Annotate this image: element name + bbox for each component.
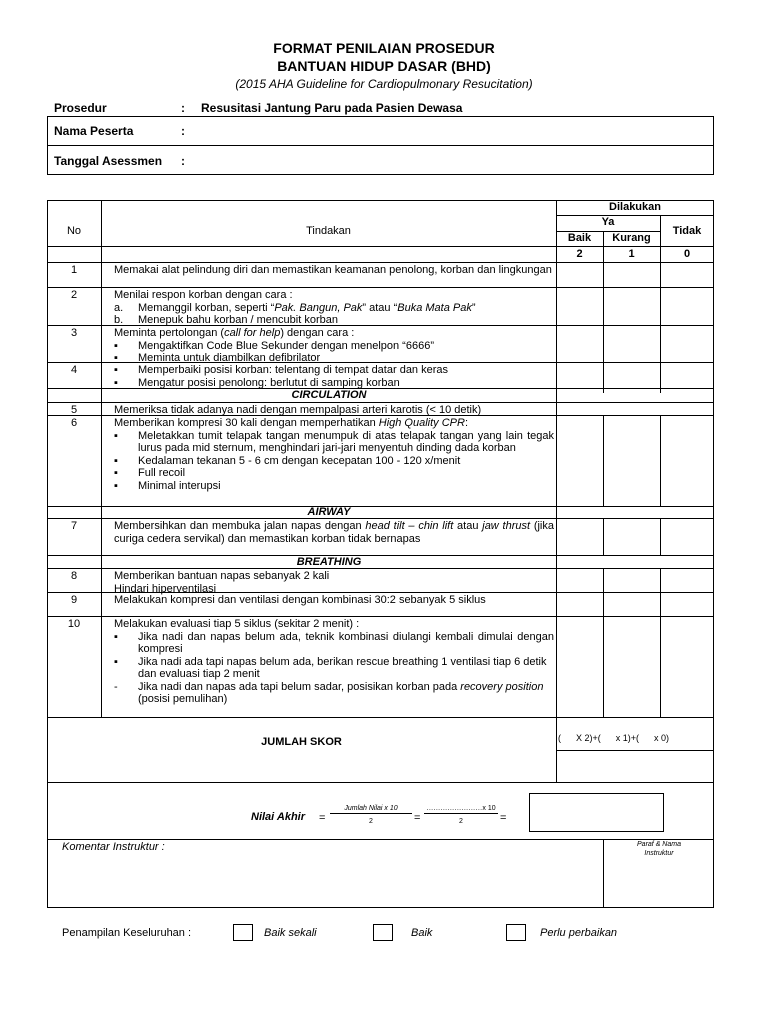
equals-3: = xyxy=(500,812,507,824)
tindakan-bullet: a. Memanggil korban, seperti “Pak. Bangun, Pak” atau “Buka Mata Pak” xyxy=(114,301,476,314)
tindakan-bullet: ▪ Mengatur posisi penolong: berlutut di samping korban xyxy=(114,376,400,389)
header-baik: Baik xyxy=(567,232,592,244)
tidak-cell[interactable] xyxy=(661,326,713,361)
tindakan-text: Memberikan kompresi 30 kali dengan memperhatikan High Quality CPR: xyxy=(114,417,469,429)
row-tindakan xyxy=(114,417,554,492)
tidak-cell[interactable] xyxy=(661,288,713,324)
row-number: 9 xyxy=(70,594,78,606)
row-tindakan xyxy=(114,570,554,595)
nama-peserta-label: Nama Peserta xyxy=(54,124,134,138)
form-title-line1: FORMAT PENILAIAN PROSEDUR xyxy=(273,40,495,56)
nama-peserta-colon: : xyxy=(181,124,185,138)
tindakan-text: Memberikan bantuan napas sebanyak 2 kali xyxy=(114,570,330,582)
prosedur-value: Resusitasi Jantung Paru pada Pasien Dewasa xyxy=(201,101,463,115)
row-tindakan xyxy=(114,594,554,607)
nilai-akhir-label: Nilai Akhir xyxy=(251,811,305,823)
nilai-akhir-box[interactable] xyxy=(529,793,664,832)
header-tindakan: Tindakan xyxy=(306,225,351,237)
tidak-cell[interactable] xyxy=(661,617,713,716)
section-breathing: BREATHING xyxy=(296,556,362,568)
tindakan-bullet: ▪ Full recoil xyxy=(114,467,186,479)
row-number: 1 xyxy=(70,264,78,276)
kurang-cell[interactable] xyxy=(604,288,659,324)
form-title-line2: BANTUAN HIDUP DASAR (BHD) xyxy=(277,58,491,74)
kurang-cell[interactable] xyxy=(604,403,659,414)
tindakan-bullet: ▪ Meletakkan tumit telapak tangan menumpuk di atas telapak tangan yang lain tegak lurus pada mid sternum, menghindari jari-jari menyentuh dinding dada korban xyxy=(114,429,554,454)
jumlah-skor-formula: ( X 2)+( x 1)+( x 0) xyxy=(558,733,670,743)
score-tidak: 0 xyxy=(683,248,691,260)
tidak-cell[interactable] xyxy=(661,519,713,554)
row-tindakan xyxy=(114,264,554,277)
tindakan-text: Melakukan kompresi dan ventilasi dengan kombinasi 30:2 sebanyak 5 siklus xyxy=(114,594,486,606)
section-circulation: CIRCULATION xyxy=(291,389,367,401)
fraction-numerator-2: ……………………x 10 xyxy=(424,805,498,814)
baik-sekali-checkbox[interactable] xyxy=(233,924,253,941)
tindakan-bullet: ▪ Mengaktifkan Code Blue Sekunder dengan menelpon “6666” xyxy=(114,339,434,352)
paraf-field[interactable] xyxy=(606,861,711,905)
tindakan-bullet: ▪ Jika nadi dan napas belum ada, teknik kombinasi diulangi kembali dimulai dengan kompresi xyxy=(114,630,554,655)
paraf-line2: Instruktur xyxy=(644,850,674,857)
header-ya: Ya xyxy=(601,216,615,228)
row-tindakan xyxy=(114,520,554,545)
tindakan-text: Membersihkan dan membuka jalan napas dengan head tilt – chin lift atau jaw thrust (jika curiga cedera servikal) dan memastikan korban tidak bernapas xyxy=(114,520,554,545)
row-tindakan xyxy=(114,404,554,417)
header-dilakukan: Dilakukan xyxy=(609,201,661,213)
tidak-cell[interactable] xyxy=(661,593,713,615)
jumlah-skor-total-field[interactable] xyxy=(558,752,712,780)
tidak-cell[interactable] xyxy=(661,569,713,591)
tindakan-bullet: ▪ Memperbaiki posisi korban: telentang di tempat datar dan keras xyxy=(114,364,449,376)
tindakan-text: Memakai alat pelindung diri dan memastikan keamanan penolong, korban dan lingkungan xyxy=(114,264,552,276)
row-number: 6 xyxy=(70,417,78,429)
header-no: No xyxy=(66,225,82,237)
baik-cell[interactable] xyxy=(557,519,602,554)
perlu-perbaikan-checkbox[interactable] xyxy=(506,924,526,941)
score-baik: 2 xyxy=(576,248,583,260)
baik-cell[interactable] xyxy=(557,288,602,324)
baik-cell[interactable] xyxy=(557,363,602,387)
perlu-perbaikan-label: Perlu perbaikan xyxy=(540,927,618,939)
row-tindakan xyxy=(114,327,554,365)
baik-checkbox[interactable] xyxy=(373,924,393,941)
komentar-label: Komentar Instruktur : xyxy=(62,841,165,853)
baik-label: Baik xyxy=(411,927,433,939)
tindakan-text: Meminta pertolongan (call for help) dengan cara : xyxy=(114,327,355,339)
baik-cell[interactable] xyxy=(557,569,602,591)
prosedur-label: Prosedur xyxy=(54,101,107,115)
jumlah-skor-label: JUMLAH SKOR xyxy=(261,736,342,748)
baik-sekali-label: Baik sekali xyxy=(264,927,317,939)
kurang-cell[interactable] xyxy=(604,326,659,361)
fraction-numerator-1: Jumlah Nilai x 10 xyxy=(330,805,412,814)
section-airway: AIRWAY xyxy=(307,506,351,518)
header-kurang: Kurang xyxy=(612,232,651,244)
tanggal-asessmen-label: Tanggal Asessmen xyxy=(54,154,163,168)
row-number: 7 xyxy=(70,520,78,532)
kurang-cell[interactable] xyxy=(604,519,659,554)
form-subtitle: (2015 AHA Guideline for Cardiopulmonary Resucitation) xyxy=(235,77,533,91)
tidak-cell[interactable] xyxy=(661,416,713,505)
row-number: 5 xyxy=(70,404,78,416)
penampilan-label: Penampilan Keseluruhan : xyxy=(62,927,192,939)
kurang-cell[interactable] xyxy=(604,569,659,591)
baik-cell[interactable] xyxy=(557,593,602,615)
tindakan-bullet: - Jika nadi dan napas ada tapi belum sadar, posisikan korban pada recovery position (posisi pemulihan) xyxy=(114,680,544,705)
tindakan-bullet: ▪ Minimal interupsi xyxy=(114,479,221,492)
tindakan-text: Menilai respon korban dengan cara : xyxy=(114,289,293,301)
row-tindakan xyxy=(114,618,554,706)
row-number: 2 xyxy=(70,289,78,301)
row-tindakan xyxy=(114,289,554,327)
row-number: 8 xyxy=(70,570,78,582)
kurang-cell[interactable] xyxy=(604,263,659,286)
tidak-cell[interactable] xyxy=(661,403,713,414)
baik-cell[interactable] xyxy=(557,326,602,361)
score-kurang: 1 xyxy=(628,248,635,260)
row-tindakan xyxy=(114,364,554,389)
tidak-cell[interactable] xyxy=(661,363,713,387)
kurang-cell[interactable] xyxy=(604,617,659,716)
tidak-cell[interactable] xyxy=(661,263,713,286)
nama-peserta-field[interactable] xyxy=(200,118,708,142)
paraf-line1: Paraf & Nama xyxy=(637,841,681,848)
tindakan-bullet: ▪ Jika nadi ada tapi napas belum ada, berikan rescue breathing 1 ventilasi tiap 6 detik dan evaluasi tiap 2 menit xyxy=(114,655,547,680)
kurang-cell[interactable] xyxy=(604,363,659,387)
row-number: 3 xyxy=(70,327,78,339)
tindakan-bullet: ▪ Meminta untuk diambilkan defibrilator xyxy=(114,352,321,364)
baik-cell[interactable] xyxy=(557,403,602,414)
tindakan-text: Hindari hiperventilasi xyxy=(114,582,217,595)
tindakan-text: Memeriksa tidak adanya nadi dengan mempalpasi arteri karotis (< 10 detik) xyxy=(114,404,482,416)
tindakan-text: Melakukan evaluasi tiap 5 siklus (sekitar 2 menit) : xyxy=(114,618,360,630)
baik-cell[interactable] xyxy=(557,263,602,286)
header-tidak: Tidak xyxy=(672,225,702,237)
row-number: 4 xyxy=(70,364,78,376)
baik-cell[interactable] xyxy=(557,617,602,716)
tindakan-bullet: ▪ Kedalaman tekanan 5 - 6 cm dengan kecepatan 100 - 120 x/menit xyxy=(114,454,461,467)
prosedur-colon: : xyxy=(181,101,185,115)
equals-1: = xyxy=(319,812,326,824)
equals-2: = xyxy=(414,812,421,824)
tanggal-asessmen-colon: : xyxy=(181,154,185,168)
tanggal-asessmen-field[interactable] xyxy=(200,147,708,171)
baik-cell[interactable] xyxy=(557,416,602,505)
kurang-cell[interactable] xyxy=(604,593,659,615)
row-number: 10 xyxy=(67,618,81,630)
kurang-cell[interactable] xyxy=(604,416,659,505)
tindakan-bullet: b. Menepuk bahu korban / mencubit korban xyxy=(114,314,338,326)
fraction-denominator-1: 2 xyxy=(369,818,373,825)
komentar-field[interactable] xyxy=(62,856,598,904)
fraction-denominator-2: 2 xyxy=(459,818,463,825)
